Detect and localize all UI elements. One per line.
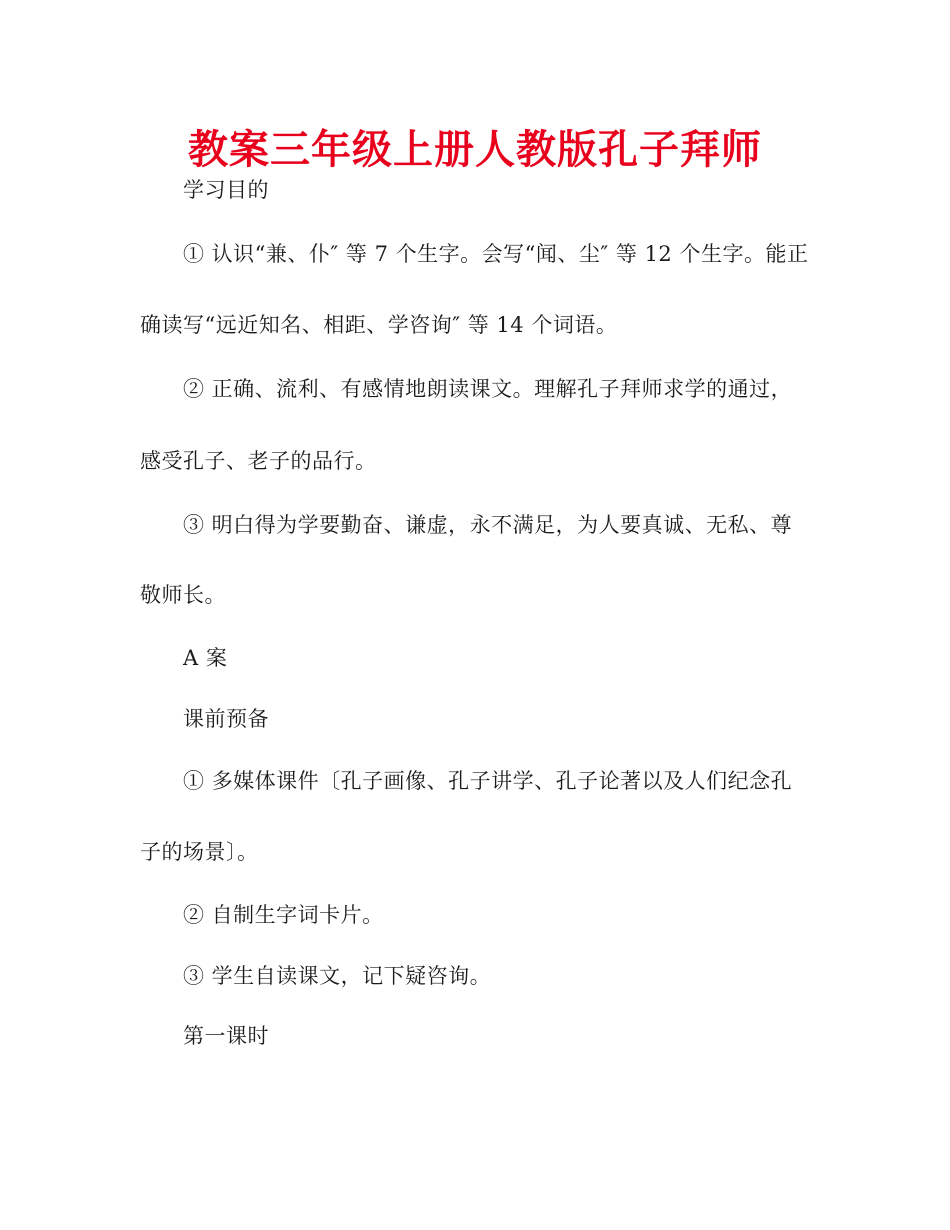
section-heading-learning-goals: 学习目的	[183, 178, 269, 202]
section-heading-preparation: 课前预备	[183, 707, 269, 731]
document-title: 教案三年级上册人教版孔子拜师	[188, 127, 762, 173]
section-heading-first-lesson: 第一课时	[183, 1024, 269, 1048]
paragraph-line: ① 多媒体课件〔孔子画像、孔子讲学、孔子论著以及人们纪念孔	[183, 769, 793, 793]
paragraph-line: 感受孔子、老子的品行。	[140, 449, 377, 473]
paragraph-line: ② 自制生字词卡片。	[183, 903, 384, 927]
paragraph-line: ③ 明白得为学要勤奋、谦虚，永不满足，为人要真诚、无私、尊	[183, 513, 793, 537]
paragraph-line: 确读写“远近知名、相距、学咨询″ 等 14 个词语。	[140, 313, 618, 337]
section-heading-plan-a: A 案	[183, 646, 228, 670]
paragraph-line: 子的场景〕。	[140, 840, 259, 864]
paragraph-line: ③ 学生自读课文，记下疑咨询。	[183, 964, 492, 988]
paragraph-line: ② 正确、流利、有感情地朗读课文。理解孔子拜师求学的通过，	[183, 377, 793, 401]
paragraph-line: ① 认识“兼、仆″ 等 7 个生字。会写“闻、尘″ 等 12 个生字。能正	[183, 242, 809, 266]
paragraph-line: 敬师长。	[140, 583, 226, 607]
